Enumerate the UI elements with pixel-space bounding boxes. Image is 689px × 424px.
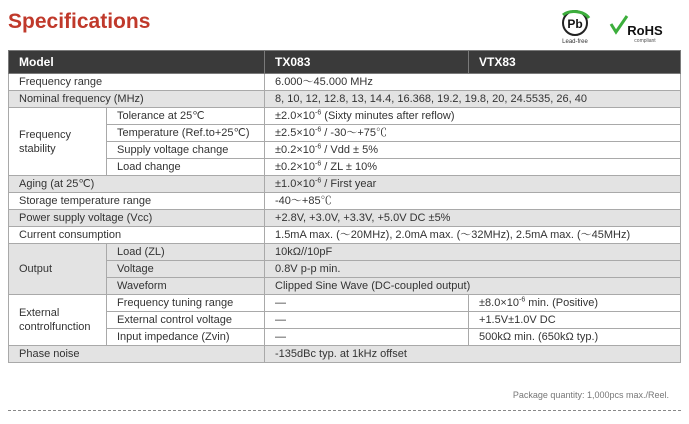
table-row <box>9 329 681 346</box>
row-label: Power supply voltage (Vcc) <box>9 210 265 227</box>
row-label: Storage temperature range <box>9 193 265 210</box>
row-label: Current consumption <box>9 227 265 244</box>
row-value: $\pm 2.0\times 10^{-6}$ (Sixty minutes after reflow) <box>265 108 681 125</box>
row-value: 1.5mA max. (～20MHz), 2.0mA max. (～32MHz), 2.5mA max. (～45MHz) <box>265 227 681 244</box>
sub-label: Load change <box>107 159 265 176</box>
header-vtx83: VTX83 <box>469 51 681 74</box>
table-row <box>9 278 681 295</box>
table-row <box>9 210 681 227</box>
sub-label: Load (ZL) <box>107 244 265 261</box>
row-value: $\pm 1.0\times 10^{-6}$ / First year <box>265 176 681 193</box>
sub-label: Frequency tuning range <box>107 295 265 312</box>
svg-text:Lead-free: Lead-free <box>562 39 588 45</box>
tx-value: — <box>265 329 469 346</box>
row-value: 8, 10, 12, 12.8, 13, 14.4, 16.368, 19.2, 19.8, 20, 24.5535, 26, 40 <box>265 91 681 108</box>
sub-label: External control voltage <box>107 312 265 329</box>
svg-text:RoHS: RoHS <box>627 23 663 38</box>
sub-label: Waveform <box>107 278 265 295</box>
table-row <box>9 159 681 176</box>
row-value: -40～+85℃ <box>265 193 681 210</box>
header-model: Model <box>9 51 265 74</box>
sub-label: Supply voltage change <box>107 142 265 159</box>
table-row <box>9 193 681 210</box>
tx-value: — <box>265 295 469 312</box>
vtx-value: $\pm 8.0\times 10^{-6}$ min. (Positive) <box>469 295 681 312</box>
table-row <box>9 91 681 108</box>
row-label: Frequency range <box>9 74 265 91</box>
row-value: 10kΩ//10pF <box>265 244 681 261</box>
row-value: 6.000～45.000 MHz <box>265 74 681 91</box>
page-title: Specifications <box>8 10 151 33</box>
table-row <box>9 346 681 363</box>
table-row <box>9 108 681 125</box>
group-label-external-control: External controlfunction <box>9 295 107 346</box>
table-row <box>9 142 681 159</box>
table-row <box>9 312 681 329</box>
tx-value: — <box>265 312 469 329</box>
rohs-icon <box>611 16 663 44</box>
row-value: $\pm 0.2\times 10^{-6}$ / ZL ± 10% <box>265 159 681 176</box>
row-value: Clipped Sine Wave (DC-coupled output) <box>265 278 681 295</box>
row-label: Nominal frequency (MHz) <box>9 91 265 108</box>
header-tx083: TX083 <box>265 51 469 74</box>
certification-logos <box>559 8 679 46</box>
row-value: -135dBc typ. at 1kHz offset <box>265 346 681 363</box>
table-row <box>9 125 681 142</box>
vtx-value: 500kΩ min. (650kΩ typ.) <box>469 329 681 346</box>
svg-text:compliant: compliant <box>634 38 656 44</box>
table-row <box>9 227 681 244</box>
table-row <box>9 295 681 312</box>
svg-text:Pb: Pb <box>567 17 583 31</box>
package-quantity-note: Package quantity: 1,000pcs max./Reel. <box>512 390 669 400</box>
table-row <box>9 261 681 278</box>
table-row <box>9 74 681 91</box>
row-label: Aging (at 25℃) <box>9 176 265 193</box>
table-header-row <box>9 51 681 74</box>
sub-label: Temperature (Ref.to+25℃) <box>107 125 265 142</box>
group-label-frequency-stability: Frequency stability <box>9 108 107 176</box>
sub-label: Tolerance at 25℃ <box>107 108 265 125</box>
dashed-divider <box>8 410 681 411</box>
row-value: $\pm 0.2\times 10^{-6}$ / Vdd ± 5% <box>265 142 681 159</box>
specifications-table <box>8 50 681 363</box>
row-value: +2.8V, +3.0V, +3.3V, +5.0V DC ±5% <box>265 210 681 227</box>
row-value: 0.8V p-p min. <box>265 261 681 278</box>
row-value: $\pm 2.5\times 10^{-6}$ / -30～+75℃ <box>265 125 681 142</box>
sub-label: Voltage <box>107 261 265 278</box>
group-label-output: Output <box>9 244 107 295</box>
lead-free-icon <box>562 11 589 45</box>
sub-label: Input impedance (Zvin) <box>107 329 265 346</box>
vtx-value: +1.5V±1.0V DC <box>469 312 681 329</box>
table-row <box>9 244 681 261</box>
table-row <box>9 176 681 193</box>
row-label: Phase noise <box>9 346 265 363</box>
